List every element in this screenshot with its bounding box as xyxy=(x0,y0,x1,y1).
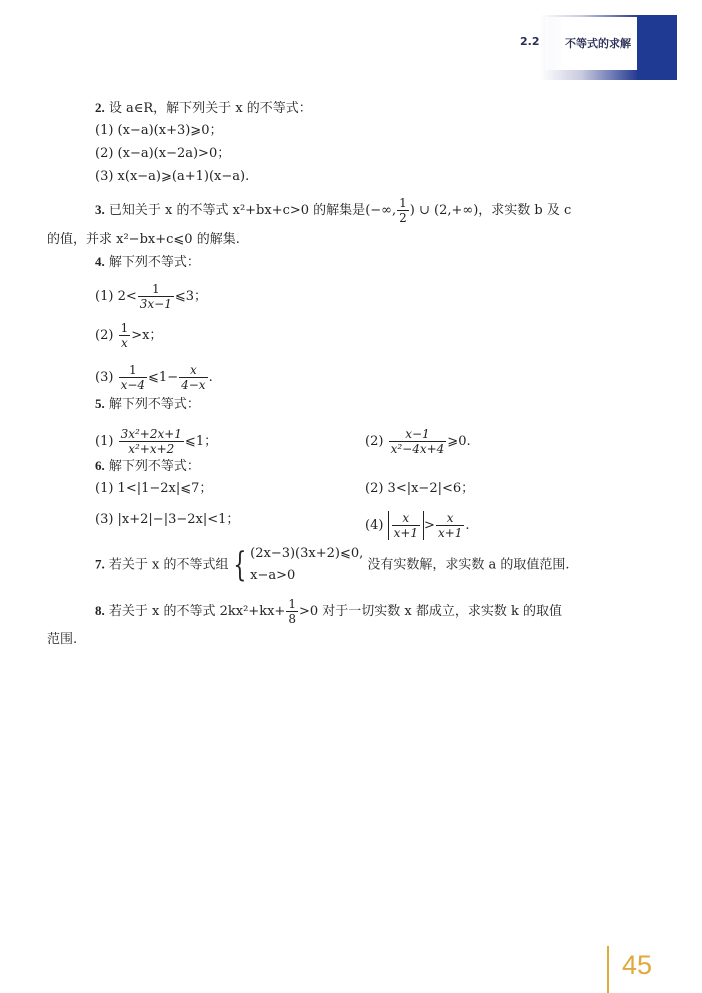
denominator: 3x−1 xyxy=(139,297,172,311)
q-text: ) ∪ (2,+∞)，求实数 b 及 c xyxy=(409,203,572,218)
q-number: 5. xyxy=(95,396,105,411)
q-text: ⩽1− xyxy=(148,370,179,385)
fraction xyxy=(392,511,420,540)
q2-item-2: (2) (x−a)(x−2a)>0； xyxy=(95,146,231,161)
system-line-2: x−a>0 xyxy=(250,568,296,583)
numerator: 1 xyxy=(288,597,296,611)
q-text: 没有实数解，求实数 a 的取值范围. xyxy=(367,557,570,573)
q-text: >x； xyxy=(131,328,163,343)
q-text: 解下列不等式： xyxy=(108,459,200,474)
numerator: 3x²+2x+1 xyxy=(120,427,182,441)
numerator: x xyxy=(392,511,420,526)
q-text: 解下列不等式： xyxy=(108,397,200,412)
q-text: ⩽3； xyxy=(174,289,207,304)
q-number: 3. xyxy=(95,202,105,217)
header-blue-tab xyxy=(637,15,677,80)
q-number: 7. xyxy=(95,556,105,572)
q5-item-1 xyxy=(95,427,217,456)
item-label: (2) xyxy=(365,434,384,449)
q-text: 若关于 x 的不等式组 xyxy=(108,557,229,573)
q2-item-3: (3) x(x−a)⩾(a+1)(x−a). xyxy=(95,169,250,184)
q2-item-1: (1) (x−a)(x+3)⩾0； xyxy=(95,123,223,138)
q-text: 设 a∈R，解下列关于 x 的不等式： xyxy=(108,101,312,116)
q-text: 2< xyxy=(117,289,137,304)
denominator: 2 xyxy=(399,211,407,225)
fraction xyxy=(119,363,147,392)
numerator: x−1 xyxy=(389,427,447,442)
fraction xyxy=(389,427,447,456)
fraction xyxy=(119,321,131,350)
numerator: 1 xyxy=(120,321,129,335)
q-number: 2. xyxy=(95,100,105,115)
q-text: ⩾0. xyxy=(447,434,471,449)
numerator: 1 xyxy=(119,363,147,378)
item-label: (1) xyxy=(95,289,114,304)
q-text: (−∞, xyxy=(365,203,397,218)
denominator: x xyxy=(120,336,128,350)
fraction xyxy=(119,427,184,456)
q8-line-2: 范围. xyxy=(47,632,78,647)
fraction xyxy=(397,196,409,225)
page-number: 45 xyxy=(622,950,653,980)
q-number: 4. xyxy=(95,254,105,269)
denominator: x+1 xyxy=(437,526,463,540)
item-label: (4) xyxy=(365,518,384,533)
q-text: . xyxy=(208,370,213,385)
denominator: x−4 xyxy=(120,378,146,392)
fraction xyxy=(138,282,174,311)
denominator: x+1 xyxy=(393,526,419,540)
q-text: . xyxy=(465,518,470,533)
q4-stem xyxy=(95,253,200,272)
q7 xyxy=(95,543,570,587)
item-label: (3) xyxy=(95,370,114,385)
denominator: 8 xyxy=(288,612,296,626)
q-number: 6. xyxy=(95,458,105,473)
q-number: 8. xyxy=(95,603,105,618)
q3-line-2: 的值，并求 x²−bx+c⩽0 的解集. xyxy=(47,232,240,247)
q4-item-1 xyxy=(95,282,207,311)
q5-item-2 xyxy=(365,427,471,456)
item-label: (2) xyxy=(95,328,114,343)
q8-line-1 xyxy=(95,597,562,626)
section-title: 不等式的求解 xyxy=(565,37,631,50)
q6-item-4 xyxy=(365,511,470,540)
denominator: 4−x xyxy=(181,378,206,392)
q6-item-1: (1) 1<|1−2x|⩽7； xyxy=(95,481,213,496)
q4-item-3 xyxy=(95,363,213,392)
fraction xyxy=(286,597,298,626)
denominator: x²−4x+4 xyxy=(390,442,445,456)
numerator: x xyxy=(179,363,207,378)
brace: { xyxy=(232,545,246,585)
item-label: (1) xyxy=(95,434,114,449)
q-text: 解下列不等式： xyxy=(108,255,200,270)
fraction xyxy=(436,511,464,540)
numerator: x xyxy=(436,511,464,526)
absolute-value xyxy=(388,511,424,540)
numerator: 1 xyxy=(138,282,174,297)
q-text: 已知关于 x 的不等式 x²+bx+c>0 的解集是 xyxy=(108,203,366,218)
page-number-divider xyxy=(607,946,609,993)
numerator: 1 xyxy=(399,196,407,210)
q2-stem xyxy=(95,99,312,118)
q4-item-2 xyxy=(95,321,162,350)
fraction xyxy=(179,363,207,392)
denominator: x²+x+2 xyxy=(128,442,175,456)
system-line-1: (2x−3)(3x+2)⩽0, xyxy=(250,546,364,561)
q-text: 若关于 x 的不等式 2kx²+kx+ xyxy=(108,604,286,619)
q6-item-2: (2) 3<|x−2|<6； xyxy=(365,481,475,496)
q-text: ⩽1； xyxy=(184,434,218,449)
q5-stem xyxy=(95,395,200,414)
inequality-system xyxy=(250,543,363,587)
q-text: > xyxy=(424,518,435,533)
q6-stem xyxy=(95,457,200,476)
q3-line-1 xyxy=(95,196,571,225)
q6-item-3: (3) |x+2|−|3−2x|<1； xyxy=(95,512,240,527)
section-number: 2.2 xyxy=(520,35,540,48)
q-text: >0 对于一切实数 x 都成立，求实数 k 的取值 xyxy=(298,604,562,619)
